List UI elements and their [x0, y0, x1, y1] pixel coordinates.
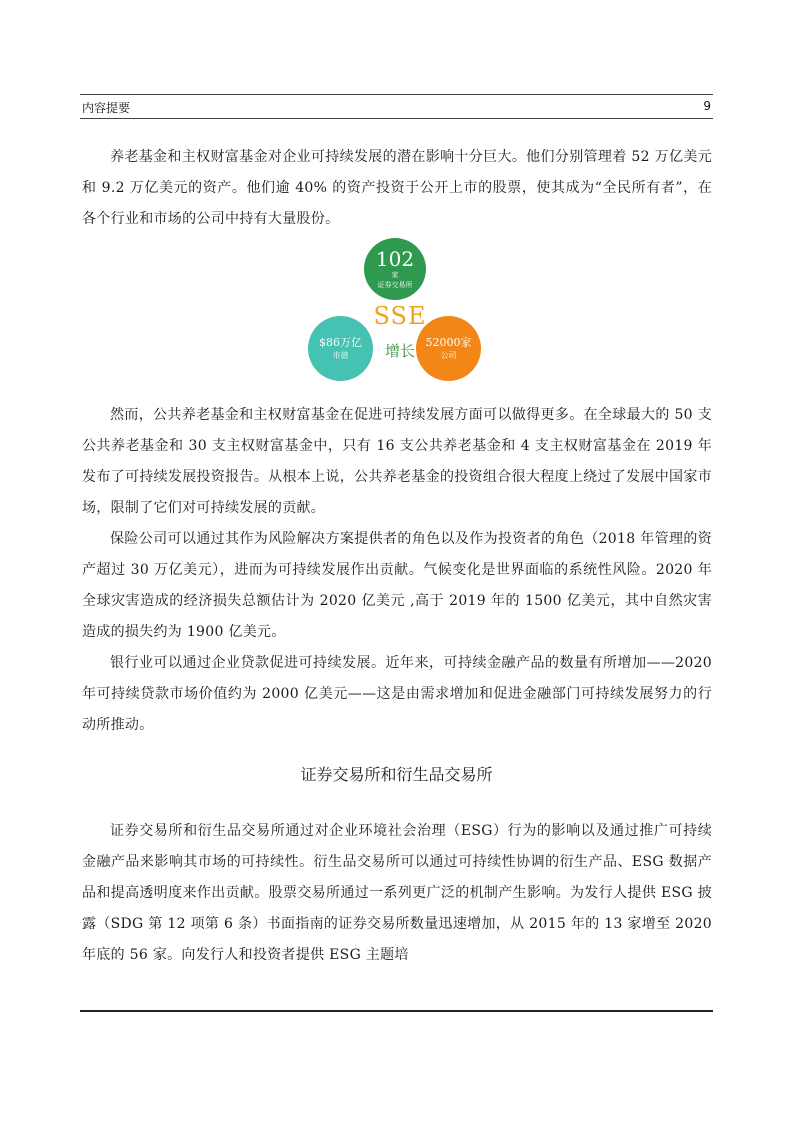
- paragraph-insurance: 保险公司可以通过其作为风险解决方案提供者的角色以及作为投资者的角色（2018 年管理的资产超过 30 万亿美元），进而为可持续发展作出贡献。气候变化是世界面临的系统性风险。2020 年全球灾害造成的经济损失总额估计为 2020 亿美元 ,高于 2019 年的 1500 亿美元，其中自然灾害造成的损失约为 1900 亿美元。: [82, 531, 712, 640]
- paragraph-pension-funds: 养老基金和主权财富基金对企业可持续发展的潜在影响十分巨大。他们分别管理着 52 万亿美元和 9.2 万亿美元的资产。他们逾 40% 的资产投资于公开上市的股票，使其成为“全民所有者”，在各个行业和市场的公司中持有大量股份。: [82, 149, 712, 227]
- market-cap-label: 市值: [332, 350, 349, 360]
- sse-infographic: [300, 236, 500, 386]
- footer-rule: [80, 1010, 713, 1012]
- paragraph-public-pension: 然而，公共养老基金和主权财富基金在促进可持续发展方面可以做得更多。在全球最大的 50 支公共养老基金和 30 支主权财富基金中，只有 16 支公共养老基金和 4 支主权财富基金在 2019 年发布了可持续发展投资报告。从根本上说，公共养老基金的投资组合很大程度上绕过了发展中国家市场，限制了它们对可持续发展的贡献。: [82, 407, 712, 516]
- exchanges-count-circle: [364, 238, 426, 300]
- paragraph-exchanges: 证券交易所和衍生品交易所通过对企业环境社会治理（ESG）行为的影响以及通过推广可持续金融产品来影响其市场的可持续性。衍生品交易所可以通过可持续性协调的衍生产品、ESG 数据产品和提高透明度来作出贡献。股票交易所通过一系列更广泛的机制产生影响。为发行人提供 ESG 披露（SDG 第 12 项第 6 条）书面指南的证券交易所数量迅速增加，从 2015 年的 13 家增至 2020 年底的 56 家。向发行人和投资者提供 ESG 主题培: [82, 823, 712, 963]
- header-rule-top: [80, 94, 713, 95]
- sse-growth-label: 增长: [384, 342, 415, 360]
- page-number: 9: [703, 99, 711, 113]
- market-cap-value: $86万亿: [319, 335, 362, 349]
- companies-label: 公司: [440, 350, 457, 360]
- companies-value: 52000家: [425, 335, 472, 349]
- exchanges-count-unit: 家: [391, 271, 399, 279]
- sse-title: SSE: [373, 302, 427, 330]
- header-rule-bottom: [80, 118, 713, 119]
- market-cap-circle: [308, 316, 373, 381]
- section-heading: 证券交易所和衍生品交易所: [300, 765, 493, 784]
- exchanges-count-value: 102: [375, 247, 415, 271]
- running-header-title: 内容提要: [82, 101, 131, 115]
- exchanges-count-label: 证券交易所: [377, 281, 413, 289]
- paragraph-banking: 银行业可以通过企业贷款促进可持续发展。近年来，可持续金融产品的数量有所增加——2020 年可持续贷款市场价值约为 2000 亿美元——这是由需求增加和促进金融部门可持续发展努力的行动所推动。: [82, 655, 712, 733]
- companies-circle: [416, 316, 481, 381]
